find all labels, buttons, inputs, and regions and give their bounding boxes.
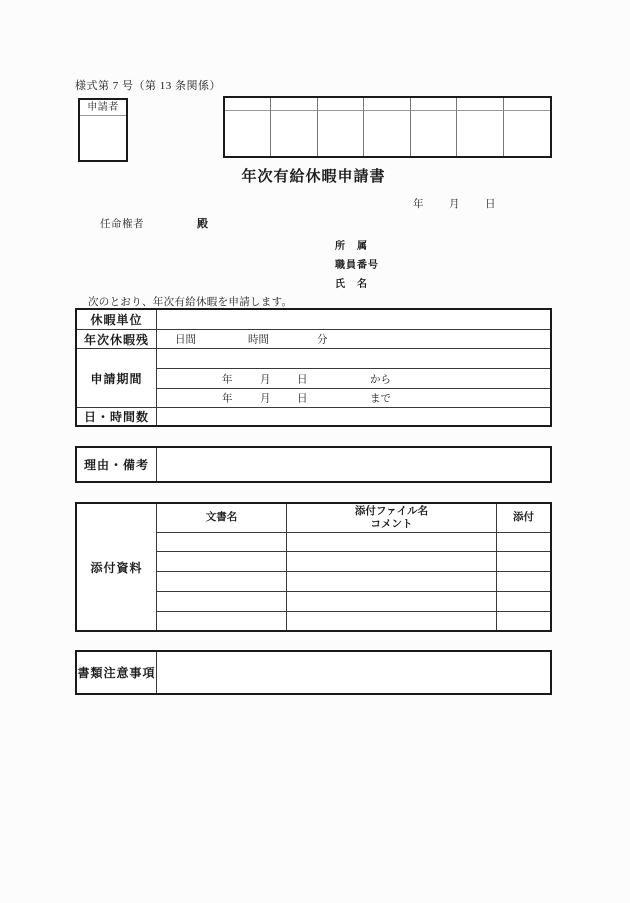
applicant-label: 申請者 [80, 100, 126, 116]
file-name-header [287, 504, 497, 533]
applicant-stamp-field[interactable] [80, 116, 126, 161]
stamp-header-cell [457, 98, 503, 111]
doc-name-header: 文書名 [157, 504, 287, 533]
notes-label: 書類注意事項 [77, 652, 157, 693]
stamp-header-cell [225, 98, 271, 111]
document-title: 年次有給休暇申請書 [241, 169, 386, 185]
from-month-unit: 月 [260, 374, 271, 385]
application-table [75, 308, 552, 427]
attachment-attach-cell[interactable] [497, 592, 550, 612]
to-month-unit: 月 [260, 393, 271, 405]
attachments-table [75, 502, 552, 632]
period-to-field[interactable] [157, 389, 550, 408]
from-suffix: から [370, 374, 391, 385]
attachment-doc-name-cell[interactable] [157, 592, 287, 612]
leave-balance-field[interactable] [157, 330, 550, 349]
approval-stamp-table [223, 96, 552, 158]
reason-label: 理由・備考 [77, 448, 157, 481]
stamp-header-cell [504, 98, 550, 111]
attachment-file-name-cell[interactable] [287, 592, 497, 612]
stamp-cell[interactable] [318, 111, 364, 156]
attachment-doc-name-cell[interactable] [157, 572, 287, 592]
period-from-field[interactable] [157, 369, 550, 389]
days-hours-field[interactable] [157, 408, 550, 425]
application-period-label: 申請期間 [77, 349, 157, 408]
attachments-label: 添付資料 [77, 504, 157, 630]
stamp-header-cell [271, 98, 317, 111]
date-field[interactable]: 年 月 日 [413, 199, 497, 210]
stamp-cell[interactable] [271, 111, 317, 156]
leave-balance-label: 年次休暇残 [77, 330, 157, 349]
from-day-unit: 日 [297, 374, 308, 385]
file-name-header-line2: コメント [370, 519, 413, 530]
reason-field[interactable] [157, 448, 550, 481]
notes-field[interactable] [157, 652, 550, 693]
stamp-cell[interactable] [225, 111, 271, 156]
applicant-stamp-box [78, 98, 128, 162]
attachment-file-name-cell[interactable] [287, 552, 497, 572]
attachment-file-name-cell[interactable] [287, 533, 497, 552]
stamp-header-cell [411, 98, 457, 111]
stamp-header-cell [318, 98, 364, 111]
intro-sentence: 次のとおり、年次有給休暇を申請します。 [88, 297, 293, 308]
appointer-label: 任命権者 [100, 219, 144, 230]
employee-number-label: 職員番号 [335, 260, 379, 271]
leave-unit-field[interactable] [157, 310, 550, 330]
leave-unit-label: 休暇単位 [77, 310, 157, 330]
stamp-cell[interactable] [504, 111, 550, 156]
attachment-doc-name-cell[interactable] [157, 552, 287, 572]
attachment-doc-name-cell[interactable] [157, 612, 287, 630]
stamp-cell[interactable] [364, 111, 410, 156]
from-year-unit: 年 [222, 374, 233, 385]
balance-minutes-unit: 分 [317, 334, 328, 346]
attachment-attach-cell[interactable] [497, 533, 550, 552]
attachment-attach-cell[interactable] [497, 572, 550, 592]
file-name-header-line1: 添付ファイル名 [354, 505, 429, 517]
attachment-file-name-cell[interactable] [287, 572, 497, 592]
name-label: 氏 名 [335, 279, 368, 290]
form-number: 様式第 7 号（第 13 条関係） [75, 80, 221, 92]
attachment-file-name-cell[interactable] [287, 612, 497, 630]
stamp-cell[interactable] [457, 111, 503, 156]
attachment-attach-cell[interactable] [497, 612, 550, 630]
stamp-cell[interactable] [411, 111, 457, 156]
to-day-unit: 日 [297, 393, 308, 405]
balance-days-unit: 日間 [175, 334, 196, 346]
period-extra-field[interactable] [157, 349, 550, 369]
to-suffix: まで [370, 393, 391, 405]
reason-box [75, 446, 552, 483]
days-hours-label: 日・時間数 [77, 408, 157, 425]
attachment-attach-cell[interactable] [497, 552, 550, 572]
honorific-label: 殿 [197, 218, 208, 230]
stamp-header-cell [364, 98, 410, 111]
notes-box [75, 650, 552, 695]
to-year-unit: 年 [222, 393, 233, 405]
affiliation-label: 所 属 [335, 241, 368, 252]
attachment-doc-name-cell[interactable] [157, 533, 287, 552]
balance-hours-unit: 時間 [248, 334, 269, 346]
attach-header: 添付 [497, 504, 550, 533]
